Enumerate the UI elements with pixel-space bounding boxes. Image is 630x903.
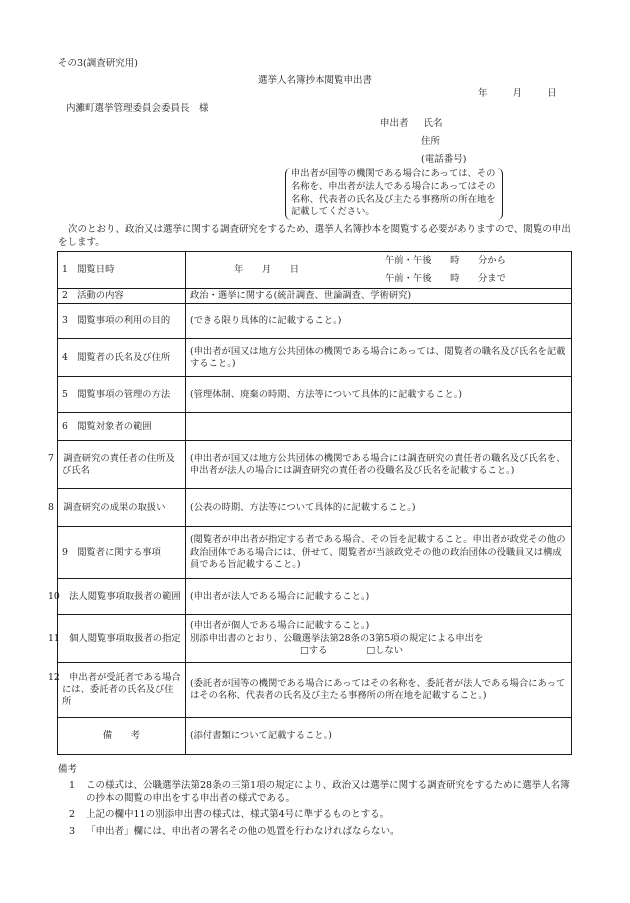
label-individual-handlers: 11 個人閲覧事項取扱者の指定 <box>58 615 186 663</box>
label-scope: 6 閲覧対象者の範囲 <box>58 413 186 441</box>
applicant-phone-label: (電話番号) <box>421 154 467 165</box>
remark-number: 1 <box>68 779 76 791</box>
row-viewer-info <box>58 527 572 579</box>
remark-number: 2 <box>68 809 76 821</box>
applicant-bracket-note: 申出者が国等の機関である場合にあっては、その名称を、申出者が法人である場合にあってはその名称、代表者の氏名及び主たる事務所の所在地を記載してください。 <box>285 168 503 220</box>
note-viewer-info: (閲覧者が申出者が指定する者である場合、その旨を記載すること。申出者が政党その他の政治団体である場合には、併せて、閲覧者が当該政党その他の政治団体の役職員又は構成員である旨記載すること。) <box>186 527 572 579</box>
applicant-address-label: 住所 <box>421 136 441 147</box>
row-research-lead <box>58 441 572 489</box>
viewing-date: 年 月 日 <box>234 263 300 275</box>
note-research-lead: (申出者が国又は地方公共団体の機関である場合には調査研究の責任者の職名及び氏名を、申出者が法人の場合には調査研究の責任者の役職名及び氏名を記載すること。) <box>186 441 572 489</box>
label-results: 8 調査研究の成果の取扱い <box>58 489 186 527</box>
value-activity: 政治・選挙に関する(統計調査、世論調査、学術研究) <box>186 289 572 304</box>
note-management: (管理体制、廃棄の時期、方法等について具体的に記載すること。) <box>186 377 572 413</box>
application-table <box>48 251 572 755</box>
day-label: 日 <box>547 88 557 99</box>
row-scope <box>58 413 572 441</box>
option-do-checkbox[interactable]: □する <box>300 644 328 656</box>
row-viewing-datetime <box>58 252 572 289</box>
remark-item <box>58 779 574 806</box>
label-viewer-name: 4 閲覧者の氏名及び住所 <box>58 339 186 377</box>
addressee: 内灘町選挙管理委員会委員長 様 <box>66 103 209 114</box>
remarks-header: 備考 <box>58 764 78 775</box>
label-research-lead: 7 調査研究の責任者の住所及び氏名 <box>58 441 186 489</box>
row-consignor <box>58 663 572 718</box>
document-title: 選挙人名簿抄本閲覧申出書 <box>257 75 372 86</box>
note-corporate-handlers: (申出者が法人である場合に記載すること。) <box>186 579 572 615</box>
month-label: 月 <box>512 88 523 99</box>
option-do-not-checkbox[interactable]: □しない <box>366 644 404 656</box>
row-purpose <box>58 304 572 339</box>
date-line <box>478 88 557 101</box>
remark-text: この様式は、公職選挙法第28条の三第1項の規定により、政治又は選挙に関する調査研究をするために選挙人名簿の抄本の閲覧の申出をする申出者の様式である。 <box>86 779 570 805</box>
viewing-time-from: 午前・午後 時 分から <box>385 254 506 266</box>
remark-item <box>58 808 574 821</box>
row-individual-handlers <box>58 615 572 663</box>
remark-text: 上記の欄中11の別添申出書の様式は、様式第4号に準ずるものとする。 <box>86 809 390 821</box>
row-notes <box>58 718 572 755</box>
row-management <box>58 377 572 413</box>
applicant-name-line <box>380 118 443 131</box>
label-management: 5 閲覧事項の管理の方法 <box>58 377 186 413</box>
label-consignor: 12 申出者が受託者である場合には、委託者の氏名及び住所 <box>58 663 186 718</box>
remark-text: 「申出者」欄には、申出者の署名その他の処置を行わなければならない。 <box>86 825 400 837</box>
label-purpose: 3 閲覧事項の利用の目的 <box>58 304 186 339</box>
row-corporate-handlers <box>58 579 572 615</box>
remark-number: 3 <box>68 825 76 837</box>
note-individual-handlers: (申出者が個人である場合に記載すること。) <box>190 620 370 632</box>
remark-item <box>58 825 574 838</box>
row-results <box>58 489 572 527</box>
label-viewing-datetime: 1 閲覧日時 <box>58 252 186 289</box>
remarks-section <box>58 764 574 841</box>
label-viewer-info: 9 閲覧者に関する事項 <box>58 527 186 579</box>
note-viewer-name: (申出者が国又は地方公共団体の機関である場合にあっては、閲覧者の職名及び氏名を記載すること。) <box>186 339 572 377</box>
note-consignor: (委託者が国等の機関である場合にあってはその名称を、委託者が法人である場合にあってはその名称、代表者の氏名及び主たる事務所の所在地を記載すること。) <box>186 663 572 718</box>
intro-statement: 次のとおり、政治又は選挙に関する調査研究をするため、選挙人名簿抄本を閲覧する必要がありますので、閲覧の申出をします。 <box>58 224 571 249</box>
individual-handlers-request: 別添申出書のとおり、公職選挙法第28条の3第5項の規定による申出を <box>190 632 484 644</box>
form-label: その3(調査研究用) <box>58 58 138 69</box>
label-corporate-handlers: 10 法人閲覧事項取扱者の範囲 <box>58 579 186 615</box>
note-notes: (添付書類について記載すること。) <box>186 718 572 755</box>
year-label: 年 <box>478 88 488 99</box>
label-activity: 2 活動の内容 <box>58 289 186 304</box>
note-purpose: (できる限り具体的に記載すること。) <box>186 304 572 339</box>
applicant-label: 申出者 <box>380 118 409 129</box>
row-viewer-name <box>58 339 572 377</box>
note-scope <box>186 413 572 441</box>
applicant-name-label: 氏名 <box>423 118 443 129</box>
label-notes: 備 考 <box>58 718 186 755</box>
viewing-time-to: 午前・午後 時 分まで <box>385 272 506 284</box>
row-activity <box>58 289 572 304</box>
note-results: (公表の時期、方法等について具体的に記載すること。) <box>186 489 572 527</box>
